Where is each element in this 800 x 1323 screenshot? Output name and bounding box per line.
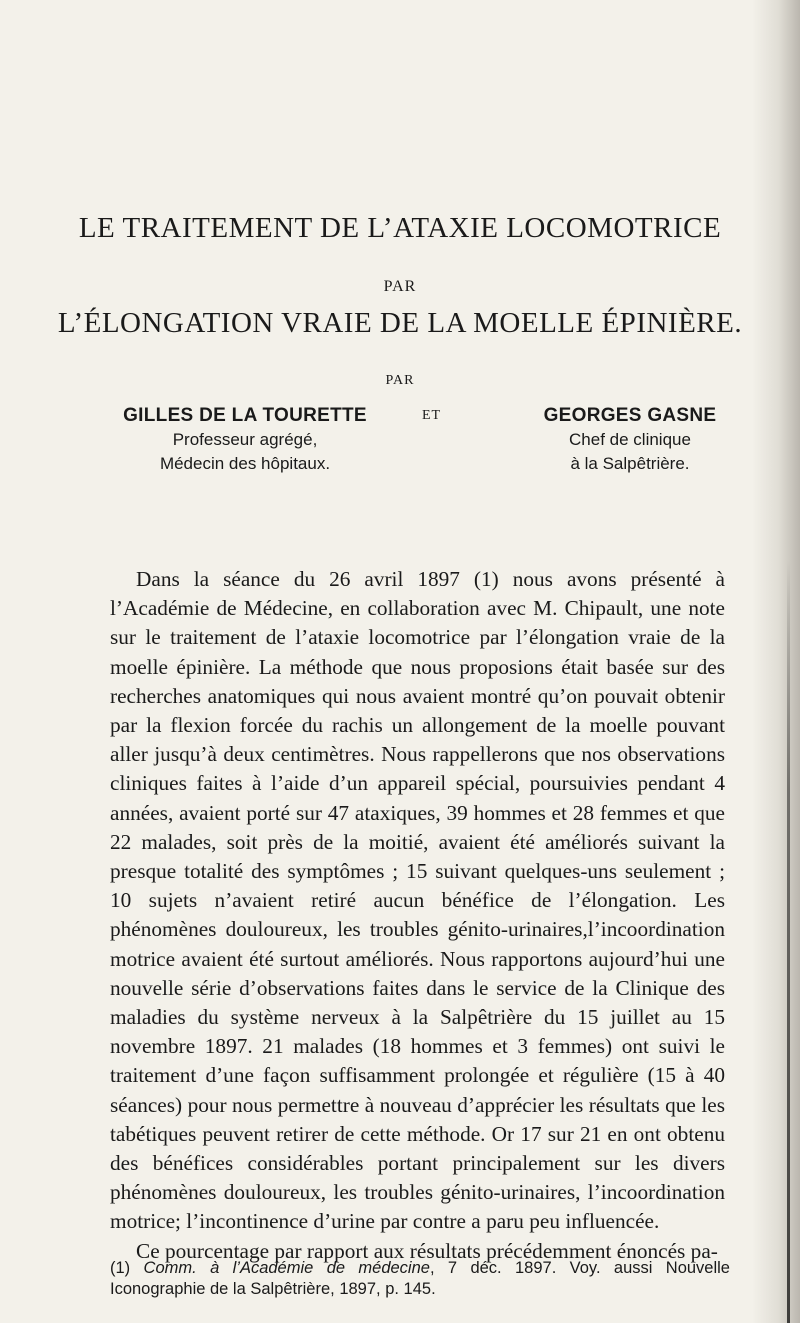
footnote-rest: , 7 déc. 1897. Voy. aussi Nouvelle Iconographie de la Salpêtrière, 1897, p. 145. xyxy=(110,1259,730,1298)
par-line-2: PAR xyxy=(385,373,415,388)
author-first xyxy=(100,405,390,475)
authors-conjunction: ET xyxy=(422,408,442,423)
footnote-marker: (1) xyxy=(110,1259,131,1277)
author-first-name: GILLES DE LA TOURETTE xyxy=(123,405,367,426)
binding-edge xyxy=(787,560,790,1323)
body-paragraph-1: Dans la séance du 26 avril 1897 (1) nous avons présenté à l’Académie de Médecine, en collaboration avec M. Chipault, une note sur le traitement de l’ataxie locomotrice par l’élongation vraie de la moelle épinière. La méthode que nous proposions était basée sur des recherches anatomiques qui nous avaient montré qu’on pouvait obtenir par la flexion forcée du rachis un allongement de la moelle pouvant aller jusqu’à deux centimètres. Nous rappellerons que nos observations cliniques faites à l’aide d’un appareil spécial, poursuivies pendant 4 années, avaient porté sur 47 ataxiques, 39 hommes et 28 femmes et que 22 malades, soit près de la moitié, avaient été améliorés suivant la presque totalité des symptômes ; 15 suivant quelques-uns seulement ; 10 sujets n’avaient retiré aucun bénéfice de l’élongation. Les phénomènes douloureux, les troubles génito-urinaires,l’incoordination motrice avaient été surtout améliorés. Nous rapportons aujourd’hui une nouvelle série d’observations faites dans le service de la Clinique des maladies du système nerveux à la Salpêtrière du 15 juillet au 15 novembre 1897. 21 malades (18 hommes et 3 femmes) ont suivi le traitement d’une façon suffisamment prolongée et régulière (15 à 40 séances) pour nous permettre à nouveau d’apprécier les résultats que les tabétiques peuvent retirer de cette méthode. Or 17 sur 21 en ont obtenu des bénéfices considérables portant principalement sur les divers phénomènes douloureux, les troubles génito-urinaires, l’incoordination motrice; l’incontinence d’urine par contre a paru peu influencée. xyxy=(110,567,725,1234)
author-second-role-2: à la Salpêtrière. xyxy=(570,454,690,473)
author-first-role-1: Professeur agrégé, xyxy=(172,430,318,449)
author-second-role-1: Chef de clinique xyxy=(569,430,691,449)
footnote xyxy=(110,1258,730,1300)
body-paragraph-2: Ce pourcentage par rapport aux résultats précédemment énoncés pa- xyxy=(136,1238,718,1263)
page-edge-shadow xyxy=(752,0,800,1323)
par-line-1: PAR xyxy=(383,278,417,295)
author-first-role-2: Médecin des hôpitaux. xyxy=(159,454,331,473)
author-second xyxy=(500,405,760,475)
author-second-name: GEORGES GASNE xyxy=(543,405,717,426)
title-line-2: L’ÉLONGATION VRAIE DE LA MOELLE ÉPINIÈRE. xyxy=(57,307,743,339)
title-line-1: LE TRAITEMENT DE L’ATAXIE LOCOMOTRICE xyxy=(78,212,722,244)
body-text xyxy=(110,565,725,1266)
footnote-citation: Comm. à l’Académie de médecine xyxy=(143,1259,430,1277)
